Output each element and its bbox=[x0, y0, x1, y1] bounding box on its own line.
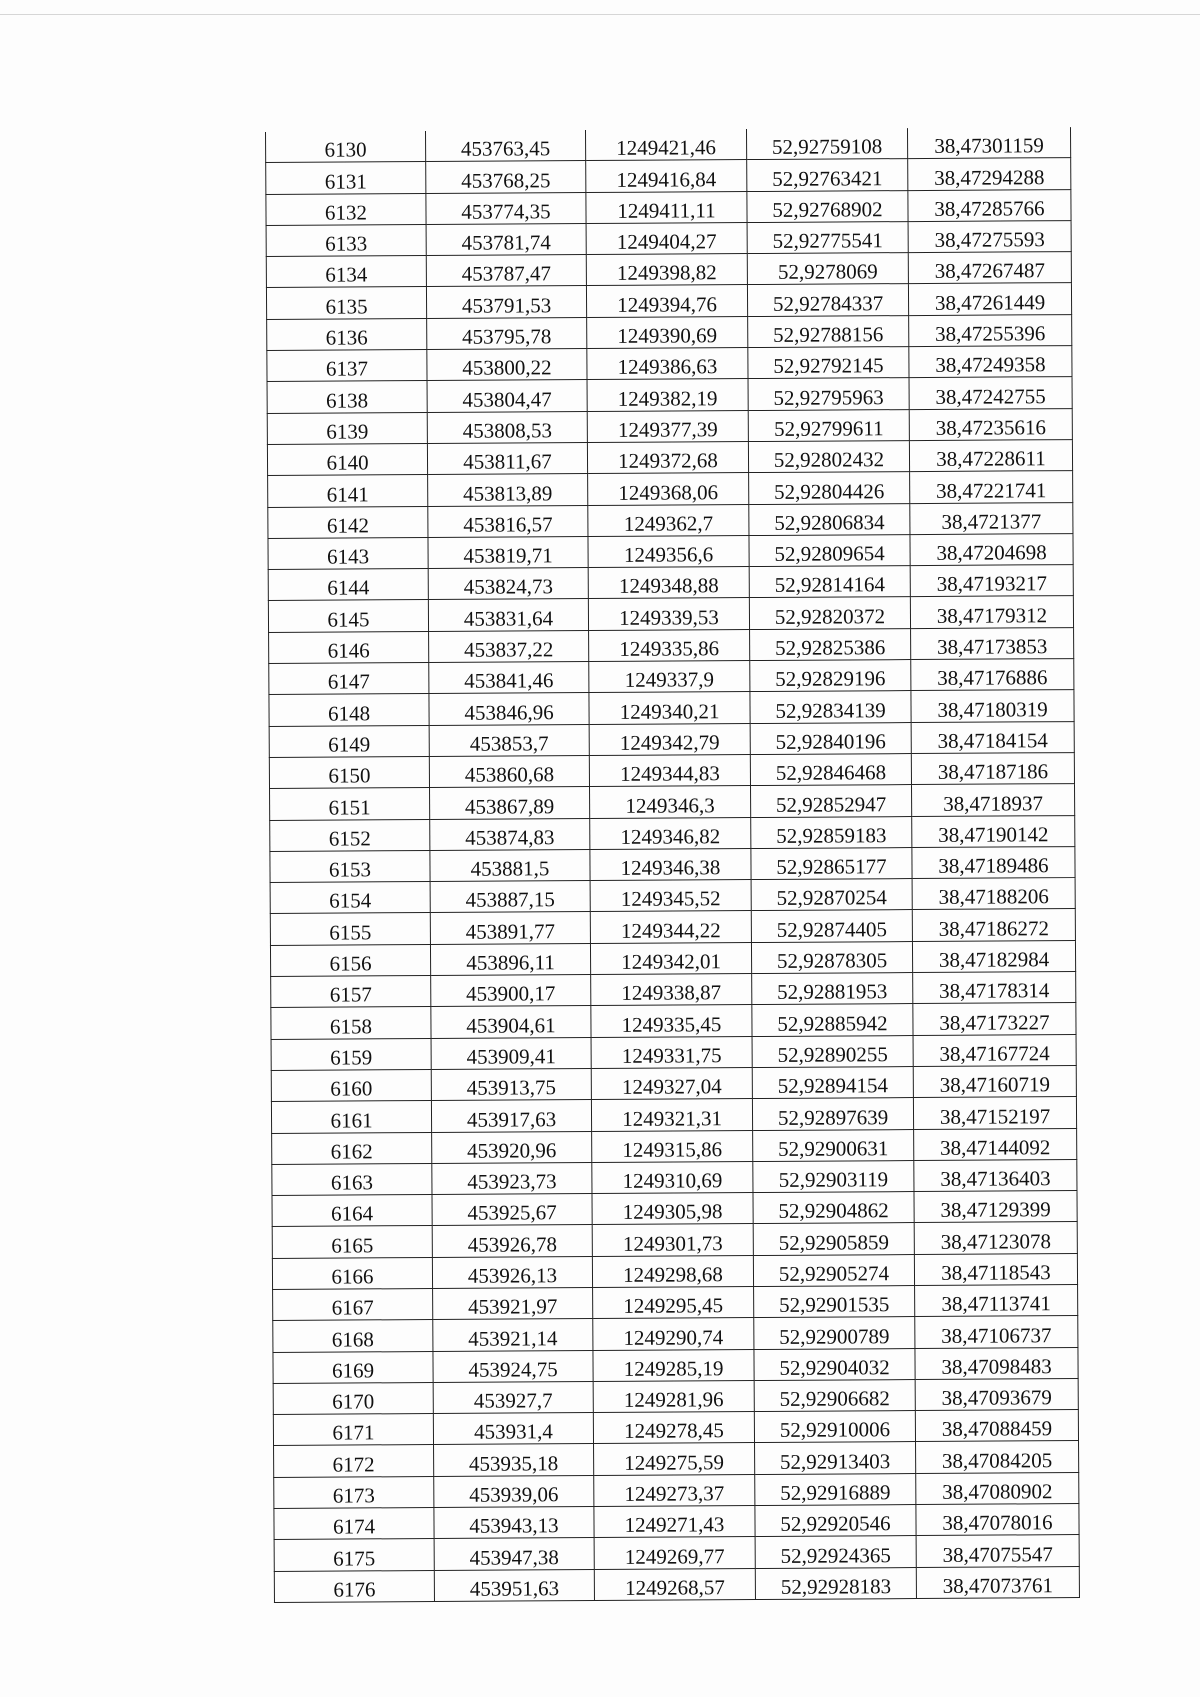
longitude-cell: 38,47176886 bbox=[911, 659, 1074, 691]
point-number-cell: 6171 bbox=[273, 1414, 433, 1446]
table-row bbox=[269, 659, 1074, 695]
point-number-cell: 6170 bbox=[273, 1382, 433, 1414]
y-coordinate-cell: 1249346,3 bbox=[590, 786, 751, 818]
latitude-cell: 52,92903119 bbox=[753, 1160, 914, 1192]
longitude-cell: 38,47178314 bbox=[913, 972, 1076, 1004]
x-coordinate-cell: 453804,47 bbox=[427, 380, 587, 412]
longitude-cell: 38,47084205 bbox=[916, 1441, 1079, 1473]
y-coordinate-cell: 1249342,01 bbox=[590, 942, 751, 974]
y-coordinate-cell: 1249310,69 bbox=[592, 1161, 753, 1193]
longitude-cell: 38,47080902 bbox=[916, 1472, 1079, 1504]
table-row bbox=[271, 1034, 1076, 1070]
point-number-cell: 6160 bbox=[271, 1069, 431, 1101]
latitude-cell: 52,92900631 bbox=[753, 1129, 914, 1161]
point-number-cell: 6133 bbox=[266, 224, 426, 256]
y-coordinate-cell: 1249278,45 bbox=[593, 1412, 754, 1444]
table-row bbox=[272, 1191, 1077, 1227]
y-coordinate-cell: 1249338,87 bbox=[591, 974, 752, 1006]
longitude-cell: 38,47160719 bbox=[913, 1065, 1076, 1097]
longitude-cell: 38,4721377 bbox=[910, 502, 1073, 534]
table-row bbox=[266, 158, 1071, 194]
point-number-cell: 6161 bbox=[271, 1101, 431, 1133]
y-coordinate-cell: 1249295,45 bbox=[593, 1287, 754, 1319]
x-coordinate-cell: 453763,45 bbox=[425, 130, 585, 162]
longitude-cell: 38,47301159 bbox=[907, 127, 1070, 159]
point-number-cell: 6157 bbox=[271, 976, 431, 1008]
x-coordinate-cell: 453913,75 bbox=[431, 1068, 591, 1100]
latitude-cell: 52,92910006 bbox=[754, 1411, 915, 1443]
point-number-cell: 6134 bbox=[266, 256, 426, 288]
longitude-cell: 38,47190142 bbox=[912, 815, 1075, 847]
table-row bbox=[266, 252, 1071, 288]
coordinate-table-body bbox=[266, 127, 1080, 1602]
table-row bbox=[268, 565, 1073, 601]
x-coordinate-cell: 453787,47 bbox=[426, 255, 586, 287]
latitude-cell: 52,92894154 bbox=[752, 1066, 913, 1098]
latitude-cell: 52,92814164 bbox=[749, 566, 910, 598]
latitude-cell: 52,92759108 bbox=[746, 128, 907, 160]
point-number-cell: 6148 bbox=[269, 694, 429, 726]
x-coordinate-cell: 453925,67 bbox=[432, 1194, 592, 1226]
point-number-cell: 6142 bbox=[268, 506, 428, 538]
table-row bbox=[274, 1535, 1079, 1571]
table-row bbox=[269, 690, 1074, 726]
table-row bbox=[270, 846, 1075, 882]
table-row bbox=[267, 440, 1072, 476]
latitude-cell: 52,92905274 bbox=[753, 1254, 914, 1286]
latitude-cell: 52,92840196 bbox=[750, 722, 911, 754]
point-number-cell: 6130 bbox=[266, 131, 426, 163]
point-number-cell: 6135 bbox=[266, 287, 426, 319]
x-coordinate-cell: 453947,38 bbox=[434, 1538, 594, 1570]
table-row bbox=[268, 471, 1073, 507]
latitude-cell: 52,92905859 bbox=[753, 1223, 914, 1255]
table-row bbox=[270, 940, 1075, 976]
longitude-cell: 38,47204698 bbox=[910, 533, 1073, 565]
y-coordinate-cell: 1249285,19 bbox=[593, 1349, 754, 1381]
longitude-cell: 38,47255396 bbox=[909, 314, 1072, 346]
x-coordinate-cell: 453781,74 bbox=[426, 223, 586, 255]
y-coordinate-cell: 1249345,52 bbox=[590, 880, 751, 912]
latitude-cell: 52,92904862 bbox=[753, 1192, 914, 1224]
latitude-cell: 52,92820372 bbox=[749, 597, 910, 629]
longitude-cell: 38,47118543 bbox=[914, 1253, 1077, 1285]
table-row bbox=[273, 1285, 1078, 1321]
longitude-cell: 38,47242755 bbox=[909, 377, 1072, 409]
latitude-cell: 52,92881953 bbox=[752, 973, 913, 1005]
latitude-cell: 52,92775541 bbox=[747, 221, 908, 253]
y-coordinate-cell: 1249390,69 bbox=[587, 316, 748, 348]
table-row bbox=[272, 1159, 1077, 1195]
table-row bbox=[274, 1441, 1079, 1477]
y-coordinate-cell: 1249404,27 bbox=[586, 222, 747, 254]
y-coordinate-cell: 1249331,75 bbox=[591, 1036, 752, 1068]
table-row bbox=[271, 1003, 1076, 1039]
x-coordinate-cell: 453768,25 bbox=[426, 161, 586, 193]
latitude-cell: 52,92799611 bbox=[748, 409, 909, 441]
x-coordinate-cell: 453917,63 bbox=[431, 1100, 591, 1132]
point-number-cell: 6147 bbox=[269, 663, 429, 695]
longitude-cell: 38,47136403 bbox=[914, 1159, 1077, 1191]
y-coordinate-cell: 1249394,76 bbox=[586, 285, 747, 317]
point-number-cell: 6156 bbox=[270, 944, 430, 976]
longitude-cell: 38,47182984 bbox=[912, 940, 1075, 972]
x-coordinate-cell: 453774,35 bbox=[426, 192, 586, 224]
longitude-cell: 38,47173227 bbox=[913, 1003, 1076, 1035]
latitude-cell: 52,92829196 bbox=[750, 660, 911, 692]
x-coordinate-cell: 453926,78 bbox=[432, 1225, 592, 1257]
table-row bbox=[266, 283, 1071, 319]
x-coordinate-cell: 453951,63 bbox=[434, 1569, 594, 1601]
point-number-cell: 6153 bbox=[270, 850, 430, 882]
y-coordinate-cell: 1249346,38 bbox=[590, 848, 751, 880]
point-number-cell: 6155 bbox=[270, 913, 430, 945]
x-coordinate-cell: 453935,18 bbox=[434, 1444, 594, 1476]
x-coordinate-cell: 453924,75 bbox=[433, 1350, 593, 1382]
point-number-cell: 6175 bbox=[274, 1539, 434, 1571]
y-coordinate-cell: 1249335,86 bbox=[589, 629, 750, 661]
point-number-cell: 6137 bbox=[267, 350, 427, 382]
y-coordinate-cell: 1249342,79 bbox=[589, 723, 750, 755]
x-coordinate-cell: 453808,53 bbox=[427, 411, 587, 443]
y-coordinate-cell: 1249315,86 bbox=[592, 1130, 753, 1162]
x-coordinate-cell: 453837,22 bbox=[429, 630, 589, 662]
x-coordinate-cell: 453795,78 bbox=[427, 317, 587, 349]
coordinate-table bbox=[265, 127, 1080, 1603]
y-coordinate-cell: 1249327,04 bbox=[591, 1067, 752, 1099]
x-coordinate-cell: 453860,68 bbox=[429, 755, 589, 787]
longitude-cell: 38,47075547 bbox=[916, 1535, 1079, 1567]
point-number-cell: 6158 bbox=[271, 1007, 431, 1039]
latitude-cell: 52,92928183 bbox=[755, 1567, 916, 1599]
y-coordinate-cell: 1249421,46 bbox=[585, 129, 746, 161]
latitude-cell: 52,92890255 bbox=[752, 1035, 913, 1067]
latitude-cell: 52,92846468 bbox=[750, 754, 911, 786]
longitude-cell: 38,47186272 bbox=[912, 909, 1075, 941]
latitude-cell: 52,92865177 bbox=[751, 847, 912, 879]
x-coordinate-cell: 453920,96 bbox=[432, 1131, 592, 1163]
x-coordinate-cell: 453887,15 bbox=[430, 881, 590, 913]
x-coordinate-cell: 453926,13 bbox=[432, 1256, 592, 1288]
x-coordinate-cell: 453800,22 bbox=[427, 349, 587, 381]
x-coordinate-cell: 453921,97 bbox=[433, 1288, 593, 1320]
point-number-cell: 6172 bbox=[274, 1445, 434, 1477]
x-coordinate-cell: 453891,77 bbox=[430, 912, 590, 944]
y-coordinate-cell: 1249416,84 bbox=[586, 160, 747, 192]
latitude-cell: 52,92788156 bbox=[748, 315, 909, 347]
point-number-cell: 6162 bbox=[272, 1132, 432, 1164]
longitude-cell: 38,47088459 bbox=[915, 1410, 1078, 1442]
longitude-cell: 38,47189486 bbox=[912, 846, 1075, 878]
longitude-cell: 38,47261449 bbox=[908, 283, 1071, 315]
table-row bbox=[269, 627, 1074, 663]
x-coordinate-cell: 453921,14 bbox=[433, 1319, 593, 1351]
point-number-cell: 6166 bbox=[272, 1257, 432, 1289]
table-row bbox=[269, 721, 1074, 757]
longitude-cell: 38,47129399 bbox=[914, 1191, 1077, 1223]
table-row bbox=[268, 533, 1073, 569]
table-row bbox=[270, 784, 1075, 820]
point-number-cell: 6159 bbox=[271, 1038, 431, 1070]
longitude-cell: 38,47113741 bbox=[915, 1285, 1078, 1317]
latitude-cell: 52,92859183 bbox=[751, 816, 912, 848]
latitude-cell: 52,92897639 bbox=[752, 1098, 913, 1130]
longitude-cell: 38,47184154 bbox=[911, 721, 1074, 753]
table-row bbox=[271, 1097, 1076, 1133]
table-row bbox=[267, 346, 1072, 382]
x-coordinate-cell: 453824,73 bbox=[428, 568, 588, 600]
latitude-cell: 52,92763421 bbox=[747, 159, 908, 191]
longitude-cell: 38,47193217 bbox=[910, 565, 1073, 597]
x-coordinate-cell: 453874,83 bbox=[430, 818, 590, 850]
latitude-cell: 52,92878305 bbox=[751, 941, 912, 973]
scan-edge-line bbox=[0, 14, 1200, 15]
y-coordinate-cell: 1249346,82 bbox=[590, 817, 751, 849]
y-coordinate-cell: 1249305,98 bbox=[592, 1193, 753, 1225]
table-row bbox=[273, 1410, 1078, 1446]
x-coordinate-cell: 453819,71 bbox=[428, 536, 588, 568]
longitude-cell: 38,47123078 bbox=[914, 1222, 1077, 1254]
table-row bbox=[270, 878, 1075, 914]
y-coordinate-cell: 1249344,22 bbox=[590, 911, 751, 943]
x-coordinate-cell: 453811,67 bbox=[427, 443, 587, 475]
latitude-cell: 52,92900789 bbox=[754, 1317, 915, 1349]
point-number-cell: 6139 bbox=[267, 412, 427, 444]
latitude-cell: 52,92852947 bbox=[751, 785, 912, 817]
table-row bbox=[272, 1253, 1077, 1289]
point-number-cell: 6141 bbox=[268, 475, 428, 507]
point-number-cell: 6138 bbox=[267, 381, 427, 413]
point-number-cell: 6152 bbox=[270, 819, 430, 851]
point-number-cell: 6151 bbox=[270, 788, 430, 820]
latitude-cell: 52,92806834 bbox=[749, 503, 910, 535]
longitude-cell: 38,47187186 bbox=[911, 753, 1074, 785]
x-coordinate-cell: 453939,06 bbox=[434, 1475, 594, 1507]
y-coordinate-cell: 1249348,88 bbox=[588, 567, 749, 599]
table-row bbox=[273, 1378, 1078, 1414]
longitude-cell: 38,47167724 bbox=[913, 1034, 1076, 1066]
point-number-cell: 6131 bbox=[266, 162, 426, 194]
latitude-cell: 52,92924365 bbox=[755, 1536, 916, 1568]
point-number-cell: 6143 bbox=[268, 537, 428, 569]
longitude-cell: 38,47221741 bbox=[910, 471, 1073, 503]
y-coordinate-cell: 1249368,06 bbox=[588, 473, 749, 505]
x-coordinate-cell: 453846,96 bbox=[429, 693, 589, 725]
table-row bbox=[274, 1472, 1079, 1508]
y-coordinate-cell: 1249321,31 bbox=[591, 1099, 752, 1131]
table-row bbox=[270, 909, 1075, 945]
point-number-cell: 6136 bbox=[267, 318, 427, 350]
point-number-cell: 6154 bbox=[270, 882, 430, 914]
table-row bbox=[271, 1065, 1076, 1101]
table-row bbox=[266, 127, 1071, 163]
latitude-cell: 52,92825386 bbox=[750, 628, 911, 660]
x-coordinate-cell: 453927,7 bbox=[433, 1381, 593, 1413]
y-coordinate-cell: 1249411,11 bbox=[586, 191, 747, 223]
x-coordinate-cell: 453881,5 bbox=[430, 849, 590, 881]
latitude-cell: 52,92834139 bbox=[750, 691, 911, 723]
longitude-cell: 38,47073761 bbox=[916, 1566, 1079, 1598]
longitude-cell: 38,47173853 bbox=[911, 627, 1074, 659]
latitude-cell: 52,92795963 bbox=[748, 378, 909, 410]
latitude-cell: 52,92906682 bbox=[754, 1379, 915, 1411]
table-row bbox=[267, 408, 1072, 444]
point-number-cell: 6150 bbox=[269, 756, 429, 788]
y-coordinate-cell: 1249377,39 bbox=[587, 410, 748, 442]
y-coordinate-cell: 1249362,7 bbox=[588, 504, 749, 536]
table-row bbox=[273, 1316, 1078, 1352]
point-number-cell: 6132 bbox=[266, 193, 426, 225]
table-row bbox=[270, 815, 1075, 851]
table-row bbox=[272, 1128, 1077, 1164]
y-coordinate-cell: 1249301,73 bbox=[592, 1224, 753, 1256]
longitude-cell: 38,47106737 bbox=[915, 1316, 1078, 1348]
longitude-cell: 38,4718937 bbox=[911, 784, 1074, 816]
latitude-cell: 52,92916889 bbox=[755, 1473, 916, 1505]
y-coordinate-cell: 1249344,83 bbox=[589, 754, 750, 786]
y-coordinate-cell: 1249271,43 bbox=[594, 1506, 755, 1538]
y-coordinate-cell: 1249372,68 bbox=[587, 442, 748, 474]
y-coordinate-cell: 1249382,19 bbox=[587, 379, 748, 411]
table-row bbox=[268, 502, 1073, 538]
table-row bbox=[273, 1347, 1078, 1383]
latitude-cell: 52,92874405 bbox=[751, 910, 912, 942]
latitude-cell: 52,92804426 bbox=[749, 472, 910, 504]
longitude-cell: 38,47275593 bbox=[908, 220, 1071, 252]
y-coordinate-cell: 1249340,21 bbox=[589, 692, 750, 724]
longitude-cell: 38,47093679 bbox=[915, 1378, 1078, 1410]
x-coordinate-cell: 453816,57 bbox=[428, 505, 588, 537]
longitude-cell: 38,47152197 bbox=[913, 1097, 1076, 1129]
latitude-cell: 52,92913403 bbox=[755, 1442, 916, 1474]
point-number-cell: 6144 bbox=[268, 569, 428, 601]
latitude-cell: 52,92904032 bbox=[754, 1348, 915, 1380]
x-coordinate-cell: 453904,61 bbox=[431, 1006, 591, 1038]
longitude-cell: 38,47180319 bbox=[911, 690, 1074, 722]
point-number-cell: 6164 bbox=[272, 1195, 432, 1227]
y-coordinate-cell: 1249398,82 bbox=[586, 254, 747, 286]
x-coordinate-cell: 453813,89 bbox=[428, 474, 588, 506]
latitude-cell: 52,92901535 bbox=[754, 1286, 915, 1318]
x-coordinate-cell: 453909,41 bbox=[431, 1037, 591, 1069]
x-coordinate-cell: 453853,7 bbox=[429, 724, 589, 756]
point-number-cell: 6169 bbox=[273, 1351, 433, 1383]
point-number-cell: 6140 bbox=[267, 443, 427, 475]
longitude-cell: 38,47267487 bbox=[908, 252, 1071, 284]
point-number-cell: 6146 bbox=[269, 631, 429, 663]
y-coordinate-cell: 1249339,53 bbox=[588, 598, 749, 630]
y-coordinate-cell: 1249337,9 bbox=[589, 661, 750, 693]
latitude-cell: 52,92768902 bbox=[747, 190, 908, 222]
table-row bbox=[269, 753, 1074, 789]
latitude-cell: 52,92802432 bbox=[748, 441, 909, 473]
point-number-cell: 6145 bbox=[268, 600, 428, 632]
table-row bbox=[266, 220, 1071, 256]
longitude-cell: 38,47285766 bbox=[908, 189, 1071, 221]
point-number-cell: 6149 bbox=[269, 725, 429, 757]
latitude-cell: 52,92920546 bbox=[755, 1505, 916, 1537]
y-coordinate-cell: 1249335,45 bbox=[591, 1005, 752, 1037]
point-number-cell: 6174 bbox=[274, 1508, 434, 1540]
table-row bbox=[267, 377, 1072, 413]
table-row bbox=[267, 314, 1072, 350]
latitude-cell: 52,92885942 bbox=[752, 1004, 913, 1036]
latitude-cell: 52,92870254 bbox=[751, 879, 912, 911]
longitude-cell: 38,47188206 bbox=[912, 878, 1075, 910]
y-coordinate-cell: 1249273,37 bbox=[594, 1474, 755, 1506]
point-number-cell: 6173 bbox=[274, 1476, 434, 1508]
point-number-cell: 6163 bbox=[272, 1163, 432, 1195]
longitude-cell: 38,47144092 bbox=[914, 1128, 1077, 1160]
longitude-cell: 38,47179312 bbox=[910, 596, 1073, 628]
latitude-cell: 52,92792145 bbox=[748, 347, 909, 379]
longitude-cell: 38,47098483 bbox=[915, 1347, 1078, 1379]
table-row bbox=[274, 1504, 1079, 1540]
table-row bbox=[272, 1222, 1077, 1258]
x-coordinate-cell: 453943,13 bbox=[434, 1507, 594, 1539]
y-coordinate-cell: 1249269,77 bbox=[594, 1537, 755, 1569]
x-coordinate-cell: 453831,64 bbox=[428, 599, 588, 631]
latitude-cell: 52,9278069 bbox=[747, 253, 908, 285]
table-row bbox=[266, 189, 1071, 225]
table-row bbox=[274, 1566, 1079, 1602]
latitude-cell: 52,92809654 bbox=[749, 534, 910, 566]
y-coordinate-cell: 1249386,63 bbox=[587, 348, 748, 380]
x-coordinate-cell: 453791,53 bbox=[426, 286, 586, 318]
latitude-cell: 52,92784337 bbox=[747, 284, 908, 316]
y-coordinate-cell: 1249298,68 bbox=[592, 1255, 753, 1287]
x-coordinate-cell: 453923,73 bbox=[432, 1162, 592, 1194]
x-coordinate-cell: 453900,17 bbox=[431, 975, 591, 1007]
y-coordinate-cell: 1249268,57 bbox=[594, 1568, 755, 1600]
x-coordinate-cell: 453867,89 bbox=[430, 787, 590, 819]
table-row bbox=[271, 972, 1076, 1008]
longitude-cell: 38,47235616 bbox=[909, 408, 1072, 440]
longitude-cell: 38,47078016 bbox=[916, 1504, 1079, 1536]
longitude-cell: 38,47294288 bbox=[908, 158, 1071, 190]
longitude-cell: 38,47249358 bbox=[909, 346, 1072, 378]
point-number-cell: 6168 bbox=[273, 1320, 433, 1352]
y-coordinate-cell: 1249281,96 bbox=[593, 1380, 754, 1412]
point-number-cell: 6176 bbox=[274, 1570, 434, 1602]
y-coordinate-cell: 1249275,59 bbox=[594, 1443, 755, 1475]
x-coordinate-cell: 453931,4 bbox=[433, 1413, 593, 1445]
longitude-cell: 38,47228611 bbox=[909, 440, 1072, 472]
point-number-cell: 6165 bbox=[272, 1226, 432, 1258]
x-coordinate-cell: 453841,46 bbox=[429, 662, 589, 694]
y-coordinate-cell: 1249356,6 bbox=[588, 535, 749, 567]
y-coordinate-cell: 1249290,74 bbox=[593, 1318, 754, 1350]
table-row bbox=[268, 596, 1073, 632]
x-coordinate-cell: 453896,11 bbox=[430, 943, 590, 975]
point-number-cell: 6167 bbox=[273, 1288, 433, 1320]
